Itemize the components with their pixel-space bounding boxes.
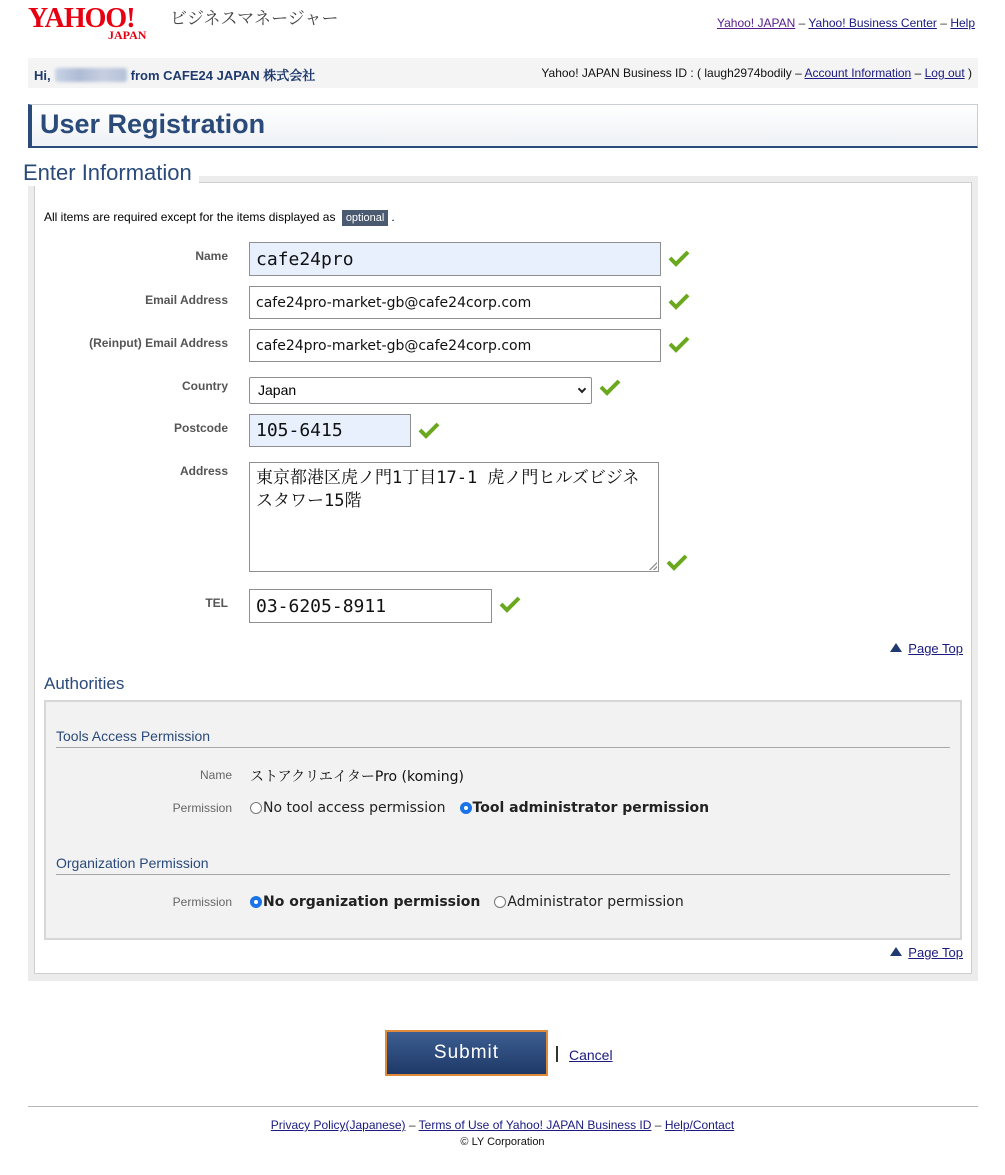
action-separator bbox=[556, 1046, 558, 1062]
check-icon bbox=[668, 249, 690, 267]
postcode-label: Postcode bbox=[173, 421, 228, 435]
business-id-label: Yahoo! JAPAN Business ID : ( bbox=[541, 66, 702, 80]
tools-permission-radios bbox=[250, 800, 723, 816]
link-separator: – bbox=[914, 66, 922, 80]
option-administrator[interactable]: Administrator permission bbox=[507, 894, 684, 910]
link-separator: – bbox=[408, 1118, 416, 1132]
divider bbox=[56, 874, 950, 875]
radio-administrator[interactable] bbox=[494, 896, 506, 908]
account-information-link[interactable]: Account Information bbox=[804, 66, 912, 80]
page-title: User Registration bbox=[40, 109, 266, 139]
country-value: Japan bbox=[258, 382, 297, 398]
submit-label: Submit bbox=[387, 1032, 546, 1074]
address-label: Address bbox=[179, 464, 228, 478]
organization-permission-title: Organization Permission bbox=[56, 855, 209, 871]
check-icon bbox=[599, 378, 621, 396]
page-top-text[interactable]: Page Top bbox=[908, 641, 963, 656]
footer-links bbox=[0, 1118, 1005, 1132]
link-separator: – bbox=[654, 1118, 662, 1132]
check-icon bbox=[499, 595, 521, 613]
org-permission-label: Permission bbox=[172, 895, 232, 909]
required-note bbox=[44, 210, 395, 226]
greeting-hi: Hi, bbox=[34, 68, 51, 83]
tel-label: TEL bbox=[205, 596, 228, 610]
optional-badge: optional bbox=[342, 210, 389, 226]
radio-tool-administrator[interactable] bbox=[460, 802, 472, 814]
country-select[interactable] bbox=[249, 377, 592, 404]
tools-name-label: Name bbox=[199, 768, 232, 782]
arrow-up-icon bbox=[890, 947, 902, 956]
reemail-input[interactable]: cafe24pro-market-gb@cafe24corp.com bbox=[249, 329, 661, 362]
arrow-up-icon bbox=[890, 643, 902, 652]
yahoo-japan-logo[interactable] bbox=[28, 4, 168, 42]
greeting bbox=[34, 65, 315, 84]
check-icon bbox=[418, 421, 440, 439]
resize-handle[interactable] bbox=[649, 562, 657, 570]
reemail-label: (Reinput) Email Address bbox=[89, 336, 228, 350]
option-no-organization[interactable]: No organization permission bbox=[263, 894, 481, 910]
note-prefix: All items are required except for the items displayed as bbox=[44, 210, 336, 224]
service-name: ビジネスマネージャー bbox=[170, 9, 339, 29]
tools-name-value: ストアクリエイターPro (koming) bbox=[250, 769, 464, 785]
tel-input[interactable]: 03-6205-8911 bbox=[249, 589, 492, 623]
logo-text: YAHOO! bbox=[28, 3, 135, 34]
page-top-link[interactable] bbox=[890, 641, 963, 656]
greeting-company: from CAFE24 JAPAN 株式会社 bbox=[130, 68, 316, 83]
check-icon bbox=[668, 292, 690, 310]
link-separator: – bbox=[940, 16, 947, 30]
terms-of-use-link[interactable]: Terms of Use of Yahoo! JAPAN Business ID bbox=[418, 1118, 652, 1132]
tools-access-title: Tools Access Permission bbox=[56, 728, 211, 744]
radio-no-tool-access[interactable] bbox=[250, 802, 262, 814]
tools-permission-label: Permission bbox=[172, 801, 232, 815]
radio-no-organization[interactable] bbox=[250, 896, 262, 908]
authorities-title: Authorities bbox=[44, 674, 125, 693]
page-top-link[interactable] bbox=[890, 945, 963, 960]
page-title-box bbox=[28, 104, 978, 148]
blurred-user-name bbox=[55, 68, 127, 82]
cancel-link[interactable]: Cancel bbox=[569, 1047, 613, 1063]
privacy-policy-link[interactable]: Privacy Policy(Japanese) bbox=[270, 1118, 406, 1132]
check-icon bbox=[666, 553, 688, 571]
link-business-center[interactable]: Yahoo! Business Center bbox=[808, 16, 937, 30]
link-separator: – bbox=[798, 16, 806, 30]
org-permission-radios bbox=[250, 894, 698, 910]
email-label: Email Address bbox=[145, 293, 228, 307]
option-no-tool-access[interactable]: No tool access permission bbox=[263, 800, 446, 816]
copyright: © LY Corporation bbox=[460, 1136, 545, 1148]
user-bar bbox=[28, 58, 978, 88]
divider bbox=[56, 747, 950, 748]
logout-link[interactable]: Log out bbox=[924, 66, 965, 80]
help-contact-link[interactable]: Help/Contact bbox=[664, 1118, 735, 1132]
submit-button[interactable] bbox=[385, 1030, 548, 1076]
account-info bbox=[541, 66, 972, 80]
name-input[interactable]: cafe24pro bbox=[249, 242, 661, 276]
top-links bbox=[717, 16, 975, 30]
form-legend: Enter Information bbox=[16, 160, 199, 186]
country-label: Country bbox=[182, 379, 228, 393]
email-input[interactable]: cafe24pro-market-gb@cafe24corp.com bbox=[249, 286, 661, 319]
business-id: laugh2974bodily bbox=[704, 66, 792, 80]
address-value: 東京都港区虎ノ門1丁目17-1 虎ノ門ヒルズビジネスタワー15階 bbox=[256, 468, 640, 511]
name-label: Name bbox=[195, 249, 228, 263]
logo-sub: JAPAN bbox=[108, 28, 147, 42]
chevron-down-icon bbox=[578, 385, 586, 393]
link-separator: – bbox=[795, 66, 802, 80]
option-tool-administrator[interactable]: Tool administrator permission bbox=[472, 800, 710, 816]
postcode-input[interactable]: 105-6415 bbox=[249, 414, 411, 447]
link-help[interactable]: Help bbox=[950, 16, 975, 30]
page-top-text[interactable]: Page Top bbox=[908, 945, 963, 960]
check-icon bbox=[668, 335, 690, 353]
authorities-box bbox=[44, 700, 962, 940]
link-yahoo-japan[interactable]: Yahoo! JAPAN bbox=[716, 16, 796, 30]
footer-divider bbox=[28, 1106, 978, 1107]
close-paren: ) bbox=[968, 66, 972, 80]
note-suffix: . bbox=[391, 210, 395, 224]
address-textarea[interactable] bbox=[249, 462, 659, 572]
